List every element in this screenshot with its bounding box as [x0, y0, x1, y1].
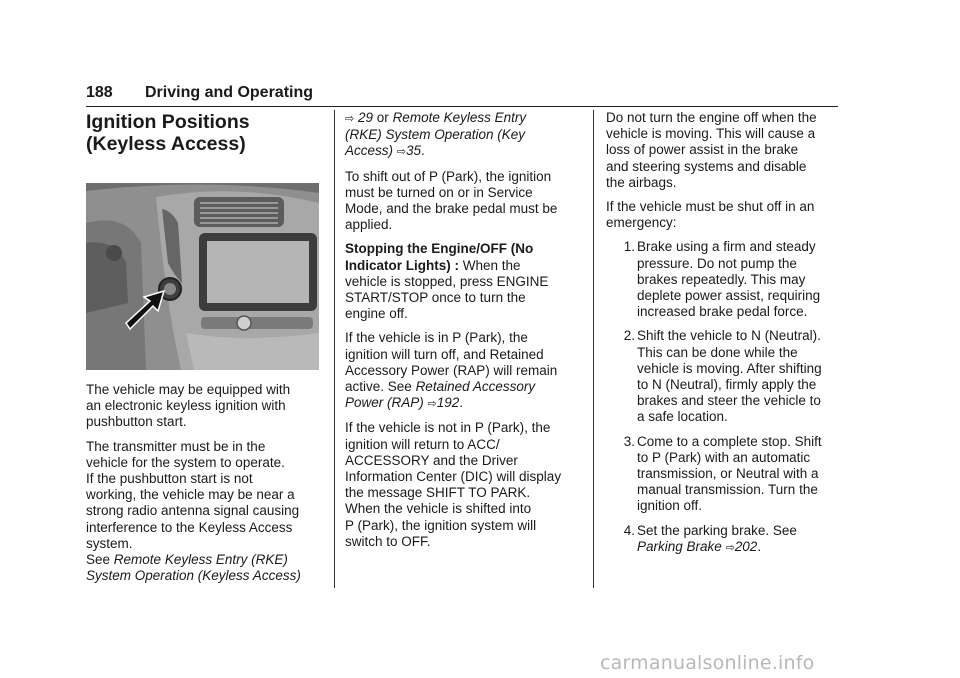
text-line: The transmitter must be in the [86, 438, 266, 454]
text-line: pushbutton start. [86, 414, 187, 430]
text-line: Accessory Power (RAP) will remain [345, 362, 558, 378]
text-line: Come to a complete stop. Shift [637, 433, 822, 449]
text-fragment: When the [462, 257, 521, 273]
text-line: If the vehicle must be shut off in an [606, 199, 815, 215]
text-line: vehicle is moving. This will cause a [606, 126, 816, 142]
cross-reference-link[interactable]: Access) [345, 143, 394, 159]
text-line: ignition off. [637, 498, 703, 514]
column-divider [593, 110, 594, 588]
text-line: increased brake pedal force. [637, 304, 808, 320]
text-line: loss of power assist in the brake [606, 142, 799, 158]
text-line: transmission, or Neutral with a [637, 466, 819, 482]
list-item [606, 239, 838, 320]
dashboard-illustration [86, 183, 319, 370]
text-line: brakes repeatedly. This may [637, 271, 806, 287]
page-number: 188 [86, 84, 113, 101]
text-line: If the vehicle is in P (Park), the [345, 330, 528, 346]
paragraph [345, 110, 583, 161]
text-line: manual transmission. Turn the [637, 482, 818, 498]
text-line: Mode, and the brake pedal must be [345, 201, 558, 217]
text-line: an electronic keyless ignition with [86, 398, 286, 414]
page-header [86, 84, 838, 107]
text-line: vehicle is moving. After shifting [637, 360, 822, 376]
cross-reference-link[interactable]: (RKE) System Operation (Key [345, 127, 526, 143]
text-line: a safe location. [637, 409, 728, 425]
cross-reference-link[interactable]: Parking Brake [637, 538, 722, 554]
text-line: Power (RAP) ⇨192. [345, 395, 464, 411]
page-ref-arrow-icon: ⇨ [345, 113, 355, 125]
subheading: Stopping the Engine/OFF (No [345, 241, 534, 257]
text-line: emergency: [606, 215, 677, 231]
text-line: to P (Park) with an automatic [637, 449, 811, 465]
paragraph [606, 199, 838, 231]
paragraph [86, 382, 326, 431]
text-line: Brake using a firm and steady [637, 239, 816, 255]
cross-reference-link[interactable]: System Operation (Keyless Access) [86, 568, 301, 584]
page-reference[interactable]: 192 [436, 395, 460, 411]
text-line: If the pushbutton start is not [86, 471, 253, 487]
column-2 [345, 110, 583, 558]
column-1 [86, 110, 326, 592]
text-line: Shift the vehicle to N (Neutral). [637, 328, 821, 344]
paragraph [606, 110, 838, 191]
list-item [606, 523, 838, 556]
text-line: Information Center (DIC) will display [345, 469, 562, 485]
page-ref-arrow-icon: ⇨ [396, 146, 406, 159]
page-title [86, 111, 326, 155]
text-line: This can be done while the [637, 344, 798, 360]
text-line: ignition will turn off, and Retained [345, 346, 544, 362]
paragraph [345, 241, 583, 322]
text-line: the airbags. [606, 174, 677, 190]
list-item [606, 328, 838, 425]
paragraph [345, 169, 583, 234]
column-divider [334, 110, 335, 588]
text-line: If the vehicle is not in P (Park), the [345, 420, 551, 436]
see-label: active. See [345, 379, 412, 395]
column-3 [606, 110, 838, 564]
text-line: Parking Brake ⇨202. [637, 538, 762, 554]
text-line: When the vehicle is shifted into [345, 501, 532, 517]
title-line: (Keyless Access) [86, 133, 246, 155]
text-line: brakes and steer the vehicle to [637, 393, 821, 409]
text-line: Do not turn the engine off when the [606, 110, 817, 125]
text-line: switch to OFF. [345, 533, 431, 549]
text-line [345, 379, 583, 395]
text-line: vehicle for the system to operate. [86, 454, 285, 470]
cross-reference-link[interactable]: Remote Keyless Entry (RKE) [113, 552, 288, 568]
text-line: The vehicle may be equipped with [86, 382, 291, 397]
text-line: the message SHIFT TO PARK. [345, 485, 531, 501]
text-line: ignition will return to ACC/ [345, 436, 500, 452]
text-line: and steering systems and disable [606, 158, 807, 174]
watermark: carmanualsonline.info [600, 652, 815, 674]
text-line: vehicle is stopped, press ENGINE [345, 273, 549, 289]
emergency-steps-list [606, 239, 838, 556]
step-number: 3. [623, 433, 635, 449]
text-line: To shift out of P (Park), the ignition [345, 168, 552, 184]
list-item [606, 434, 838, 515]
step-number: 1. [623, 239, 635, 255]
cross-reference-link[interactable]: Retained Accessory [415, 379, 536, 395]
text-line: deplete power assist, requiring [637, 288, 821, 304]
see-reference [86, 552, 326, 568]
page-reference[interactable]: 202 [734, 538, 758, 554]
page-ref-arrow-icon: ⇨ [725, 541, 735, 554]
section-title: Driving and Operating [145, 84, 314, 101]
page-ref-arrow-icon: ⇨ [427, 398, 437, 411]
text-line: strong radio antenna signal causing [86, 503, 300, 519]
text-line: ACCESSORY and the Driver [345, 452, 518, 468]
text-line: interference to the Keyless Access [86, 519, 293, 535]
page-reference[interactable]: 29 [357, 110, 374, 125]
text-line: pressure. Do not pump the [637, 255, 797, 271]
text-line: P (Park), the ignition system will [345, 517, 537, 533]
page-reference[interactable]: 35 [406, 143, 422, 159]
or-text: or [376, 110, 389, 125]
step-number: 4. [623, 522, 635, 538]
text-line: to N (Neutral), firmly apply the [637, 377, 817, 393]
title-line: Ignition Positions [86, 111, 250, 133]
paragraph [345, 420, 583, 550]
text-line: must be turned on or in Service [345, 184, 533, 200]
text-line: Set the parking brake. See [637, 522, 797, 538]
see-label: See [86, 552, 111, 568]
text-line: applied. [345, 217, 393, 233]
text-line: START/STOP once to turn the [345, 290, 526, 306]
subheading: Indicator Lights) : [345, 257, 459, 273]
text-line [345, 110, 583, 127]
text-line: engine off. [345, 306, 408, 322]
paragraph [345, 330, 583, 412]
cross-reference-link[interactable]: Power (RAP) [345, 395, 424, 411]
step-number: 2. [623, 328, 635, 344]
paragraph [86, 439, 326, 585]
text-line [345, 258, 583, 274]
text-line: Access) ⇨35. [345, 143, 425, 159]
text-line: working, the vehicle may be near a [86, 487, 295, 503]
cross-reference-link[interactable]: Remote Keyless Entry [392, 110, 527, 125]
text-line: system. [86, 535, 133, 551]
